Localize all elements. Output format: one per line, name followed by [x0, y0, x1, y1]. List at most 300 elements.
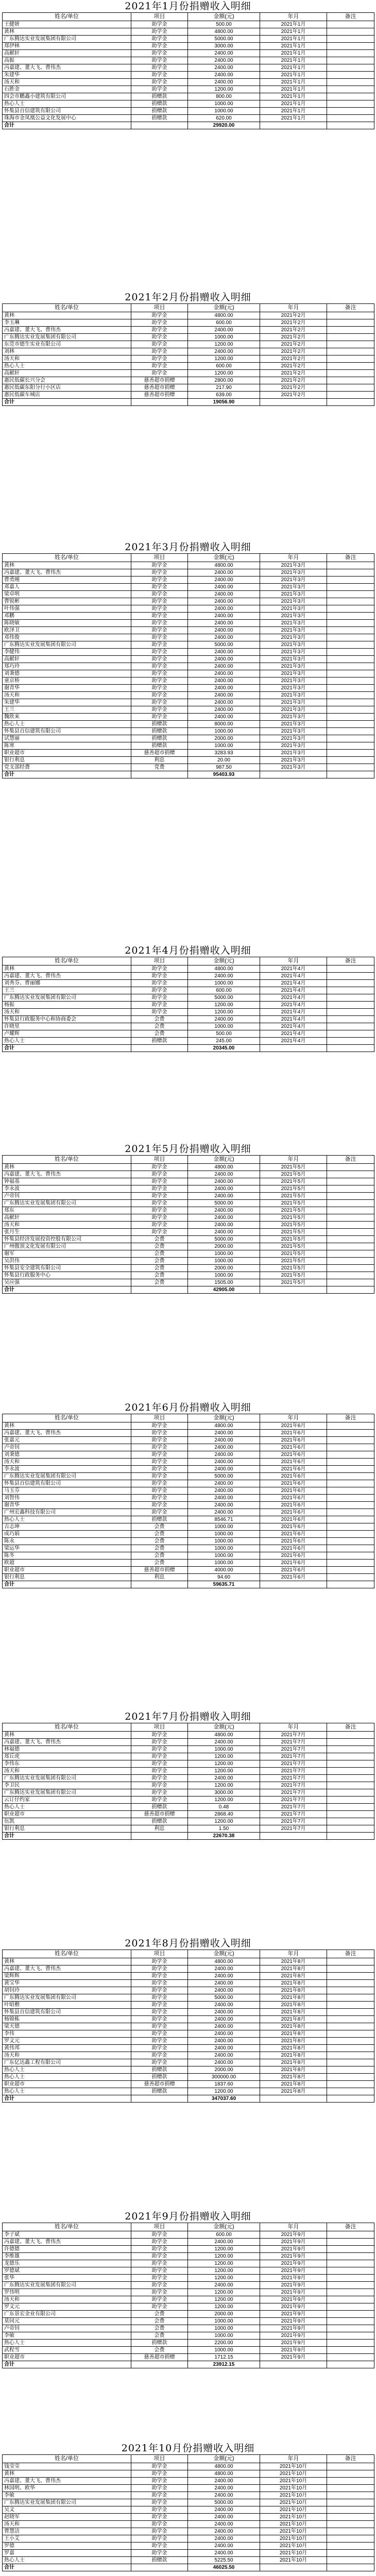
donation-note [327, 1444, 374, 1451]
donation-note [327, 1789, 374, 1797]
table-row [3, 613, 374, 620]
table-row [3, 1279, 374, 1286]
donation-amount: 2400.00 [188, 670, 260, 677]
donation-amount: 2400.00 [188, 1207, 260, 1214]
total-row [3, 2361, 374, 2368]
donor-name: 广东亿达鑫工程有限公司 [3, 2059, 131, 2066]
donor-name: 惠民低碳长兴分会 [3, 377, 131, 384]
table-row [3, 1473, 374, 1480]
table-row [3, 649, 374, 656]
donation-item: 助学金 [131, 28, 188, 36]
total-month-cell [260, 1833, 327, 1840]
donor-name: 李永波 [3, 1185, 131, 1193]
table-row [3, 764, 374, 771]
donor-name: 广州宏鑫科技有限公司 [3, 1509, 131, 1516]
header-amount: 金额(元) [188, 2455, 260, 2463]
total-note-cell [327, 1833, 374, 1840]
table-row [3, 43, 374, 50]
donor-name: 黄宝华 [3, 1980, 131, 1987]
donation-month: 2021年9月 [260, 2260, 327, 2267]
donation-month: 2021年5月 [260, 1229, 327, 1236]
table-row [3, 1229, 374, 1236]
donor-name: 刘秀芬、曹丽娜 [3, 980, 131, 987]
donor-name: 陈永 [3, 1538, 131, 1545]
donation-amount: 2400.00 [188, 2030, 260, 2038]
donor-name: 怀集县行政服务中心和协商委会 [3, 1016, 131, 1023]
donation-amount: 1200.00 [188, 1782, 260, 1789]
donation-item: 助学金 [131, 2478, 188, 2485]
table-row [3, 50, 374, 57]
donation-month: 2021年3月 [260, 598, 327, 605]
donation-amount: 2400.00 [188, 656, 260, 663]
donation-amount: 2400.00 [188, 2550, 260, 2557]
donation-amount: 5000.00 [188, 641, 260, 649]
donor-name: 邓嘉人 [3, 584, 131, 591]
donation-amount: 2400.00 [188, 1965, 260, 1973]
donation-month: 2021年10月 [260, 2550, 327, 2557]
donation-note [327, 1207, 374, 1214]
donor-name: 卢帝钊 [3, 1193, 131, 1200]
donation-item: 助学金 [131, 620, 188, 627]
donation-amount: 2400.00 [188, 1509, 260, 1516]
donation-item: 助学金 [131, 2023, 188, 2030]
donation-note [327, 72, 374, 79]
donor-name: 石胜金 [3, 86, 131, 93]
month-section [0, 2210, 376, 2368]
section-title: 2021年5月份捐赠收入明细 [125, 1143, 251, 1155]
donation-item: 助学金 [131, 569, 188, 577]
donation-month: 2021年7月 [260, 1825, 327, 1833]
donor-name: 李维雄 [3, 2253, 131, 2260]
total-label: 合计 [3, 1286, 131, 1294]
donation-item: 助学金 [131, 1739, 188, 1746]
donor-name: 珠海市金凤凰公益文化发展中心 [3, 115, 131, 122]
donation-month: 2021年6月 [260, 1538, 327, 1545]
donor-name: 罗嘉 [3, 2550, 131, 2557]
donation-note [327, 1495, 374, 1502]
table-row [3, 1538, 374, 1545]
total-label: 合计 [3, 1581, 131, 1588]
donation-note [327, 1980, 374, 1987]
donation-amount: 2000.00 [188, 1265, 260, 1272]
donation-amount: 1000.00 [188, 742, 260, 750]
header-month: 年月 [260, 1723, 327, 1732]
donation-note [327, 1753, 374, 1760]
donation-amount: 2000.00 [188, 735, 260, 742]
table-row [3, 2521, 374, 2528]
donor-name: 广东腾达实业发展集团有限公司 [3, 1994, 131, 2002]
donation-note [327, 1473, 374, 1480]
table-row [3, 1200, 374, 1207]
table-row [3, 108, 374, 115]
donation-note [327, 2311, 374, 2318]
donation-amount: 2400.00 [188, 1444, 260, 1451]
donor-name: 罗文元 [3, 2303, 131, 2311]
donation-month: 2021年2月 [260, 312, 327, 319]
donation-item: 助学金 [131, 714, 188, 721]
donation-item: 利息 [131, 1825, 188, 1833]
donation-table [2, 2454, 374, 2571]
donation-item: 助学金 [131, 692, 188, 699]
donation-month: 2021年10月 [260, 2499, 327, 2506]
donor-name: 郑巧玲 [3, 663, 131, 670]
donation-item: 捐赠款 [131, 721, 188, 728]
table-row [3, 2088, 374, 2095]
donor-name: 怀集县经济发展投资控股有限公司 [3, 1236, 131, 1243]
donation-amount: 2400.00 [188, 327, 260, 334]
table-row [3, 1804, 374, 1811]
donation-amount: 2400.00 [188, 706, 260, 714]
donation-amount: 245.00 [188, 1038, 260, 1045]
donation-note [327, 1811, 374, 1818]
donation-item: 助学金 [131, 1002, 188, 1009]
donation-note [327, 2296, 374, 2303]
donation-month: 2021年8月 [260, 2059, 327, 2066]
table-row [3, 2059, 374, 2066]
donation-item: 捐赠款 [131, 93, 188, 100]
table-row [3, 2296, 374, 2303]
donation-note [327, 1746, 374, 1753]
table-row [3, 699, 374, 706]
donation-note [327, 757, 374, 764]
donation-note [327, 2485, 374, 2492]
donor-name: 广东景宏金业有限公司 [3, 2311, 131, 2318]
donor-name: 广东腾达实业发展集团有限公司 [3, 1200, 131, 1207]
donation-amount: 2400.00 [188, 692, 260, 699]
donation-note [327, 319, 374, 327]
donation-item: 助学金 [131, 994, 188, 1002]
total-row [3, 399, 374, 406]
table-row [3, 692, 374, 699]
table-row [3, 1552, 374, 1560]
donation-item: 会费 [131, 1016, 188, 1023]
table-row [3, 2463, 374, 2470]
donation-item: 会费 [131, 1538, 188, 1545]
donation-note [327, 965, 374, 973]
donation-note [327, 43, 374, 50]
total-row [3, 2564, 374, 2571]
table-row [3, 1422, 374, 1430]
donation-item: 捐赠款 [131, 2066, 188, 2074]
donor-name: 广东腾达实业发展集团有限公司 [3, 1789, 131, 1797]
header-amount: 金额(元) [188, 13, 260, 21]
donation-note [327, 1552, 374, 1560]
section-title: 2021年8月份捐赠收入明细 [125, 1938, 251, 1949]
donation-month: 2021年6月 [260, 1545, 327, 1552]
donor-name: 李健伟 [3, 649, 131, 656]
donation-note [327, 79, 374, 86]
donation-amount: 2400.00 [188, 1980, 260, 1987]
donation-amount: 1000.00 [188, 1272, 260, 1279]
donation-note [327, 1567, 374, 1574]
donation-month: 2021年6月 [260, 1480, 327, 1487]
donation-note [327, 93, 374, 100]
table-row [3, 634, 374, 641]
donor-name: 陈冬 [3, 1552, 131, 1560]
table-row [3, 2081, 374, 2088]
donation-item: 助学金 [131, 1782, 188, 1789]
donation-amount: 2200.00 [188, 2340, 260, 2347]
donation-amount: 1200.00 [188, 2275, 260, 2282]
header-month: 年月 [260, 1414, 327, 1422]
total-row [3, 1286, 374, 1294]
section-title: 2021年3月份捐赠收入明细 [125, 541, 251, 553]
donation-item: 助学金 [131, 2231, 188, 2239]
donor-name: 汤天和 [3, 2296, 131, 2303]
table-row [3, 1746, 374, 1753]
donation-item: 助学金 [131, 1768, 188, 1775]
table-row [3, 2325, 374, 2332]
donation-amount: 1000.00 [188, 1523, 260, 1531]
total-item-cell [131, 2361, 188, 2368]
donation-item: 会费 [131, 2347, 188, 2354]
donation-month: 2021年1月 [260, 115, 327, 122]
donation-item: 助学金 [131, 2016, 188, 2023]
header-item: 项目 [131, 1950, 188, 1958]
donor-name: 热心人士 [3, 2340, 131, 2347]
donation-month: 2021年3月 [260, 685, 327, 692]
donation-month: 2021年5月 [260, 1250, 327, 1258]
donation-amount: 1000.00 [188, 2347, 260, 2354]
donation-month: 2021年5月 [260, 1207, 327, 1214]
donation-item: 慈善超市捐赠 [131, 384, 188, 392]
donation-item: 助学金 [131, 21, 188, 28]
donor-name: 梁辉辉 [3, 1973, 131, 1980]
table-row [3, 1811, 374, 1818]
donation-month: 2021年1月 [260, 57, 327, 64]
donation-item: 助学金 [131, 2463, 188, 2470]
donation-month: 2021年3月 [260, 591, 327, 598]
donation-note [327, 1775, 374, 1782]
donation-month: 2021年3月 [260, 634, 327, 641]
donation-item: 助学金 [131, 699, 188, 706]
donation-note [327, 2332, 374, 2340]
donation-amount: 5000.00 [188, 36, 260, 43]
donation-month: 2021年8月 [260, 2009, 327, 2016]
donation-item: 助学金 [131, 2514, 188, 2521]
donation-note [327, 36, 374, 43]
total-label: 合计 [3, 771, 131, 778]
table-row [3, 2514, 374, 2521]
table-row [3, 1009, 374, 1016]
table-row [3, 2332, 374, 2340]
donor-name: 龙德乐 [3, 2260, 131, 2267]
donation-note [327, 2074, 374, 2081]
donation-item: 助学金 [131, 355, 188, 363]
donation-note [327, 2340, 374, 2347]
donation-note [327, 327, 374, 334]
donation-item: 利息 [131, 757, 188, 764]
total-note-cell [327, 2564, 374, 2571]
table-row [3, 384, 374, 392]
donation-month: 2021年7月 [260, 1753, 327, 1760]
table-row [3, 1768, 374, 1775]
donation-amount: 2400.00 [188, 1480, 260, 1487]
donation-amount: 2400.00 [188, 634, 260, 641]
donation-note [327, 1760, 374, 1768]
total-note-cell [327, 1045, 374, 1052]
table-row [3, 72, 374, 79]
donation-amount: 1200.00 [188, 2289, 260, 2296]
donation-month: 2021年3月 [260, 649, 327, 656]
donor-name: 黄伟邦 [3, 2045, 131, 2052]
donation-month: 2021年3月 [260, 562, 327, 569]
donation-item: 捐赠款 [131, 1516, 188, 1523]
donation-note [327, 1437, 374, 1444]
donation-item: 助学金 [131, 1466, 188, 1473]
donation-month: 2021年3月 [260, 750, 327, 757]
donor-name: 梁运华 [3, 1545, 131, 1552]
table-row [3, 1753, 374, 1760]
total-row [3, 771, 374, 778]
donation-item: 助学金 [131, 312, 188, 319]
donation-item: 助学金 [131, 1459, 188, 1466]
donation-month: 2021年1月 [260, 108, 327, 115]
donation-item: 慈善超市捐赠 [131, 1811, 188, 1818]
donation-amount: 3000.00 [188, 43, 260, 50]
total-item-cell [131, 399, 188, 406]
donation-item: 会费 [131, 1560, 188, 1567]
donation-note [327, 100, 374, 108]
donation-item: 助学金 [131, 2296, 188, 2303]
donation-month: 2021年2月 [260, 348, 327, 355]
donation-month: 2021年1月 [260, 64, 327, 72]
donation-note [327, 355, 374, 363]
donation-item: 会费 [131, 1523, 188, 1531]
donation-month: 2021年7月 [260, 1732, 327, 1739]
donation-note [327, 1229, 374, 1236]
donation-note [327, 2016, 374, 2023]
donation-month: 2021年9月 [260, 2347, 327, 2354]
donation-month: 2021年3月 [260, 627, 327, 634]
total-amount: 46025.50 [188, 2564, 260, 2571]
donation-month: 2021年3月 [260, 569, 327, 577]
donation-item: 助学金 [131, 562, 188, 569]
donation-item: 助学金 [131, 663, 188, 670]
donation-item: 捐赠款 [131, 2340, 188, 2347]
donation-note [327, 973, 374, 980]
donation-item: 助学金 [131, 1193, 188, 1200]
donation-item: 助学金 [131, 1980, 188, 1987]
donation-item: 助学金 [131, 1732, 188, 1739]
table-row [3, 1437, 374, 1444]
table-header-row [3, 2455, 374, 2463]
donation-note [327, 2239, 374, 2246]
donation-item: 助学金 [131, 2492, 188, 2499]
donation-note [327, 1739, 374, 1746]
donation-item: 助学金 [131, 980, 188, 987]
donation-month: 2021年9月 [260, 2246, 327, 2253]
donation-item: 助学金 [131, 1200, 188, 1207]
donor-name: 冯嘉建、董大飞、曹伟杰 [3, 64, 131, 72]
donation-item: 捐赠款 [131, 742, 188, 750]
donation-item: 助学金 [131, 641, 188, 649]
table-row [3, 2052, 374, 2059]
donation-note [327, 1818, 374, 1825]
donation-note [327, 2318, 374, 2325]
donation-item: 助学金 [131, 591, 188, 598]
total-amount: 22670.38 [188, 1833, 260, 1840]
donation-amount: 5225.50 [188, 2557, 260, 2564]
donor-name: 广东腾达实业发展集团有限公司 [3, 641, 131, 649]
donation-note [327, 2478, 374, 2485]
donation-amount: 2400.00 [188, 1487, 260, 1495]
donation-note [327, 1193, 374, 1200]
table-row [3, 2318, 374, 2325]
donation-note [327, 348, 374, 355]
donation-amount: 1200.00 [188, 2260, 260, 2267]
donation-item: 助学金 [131, 1422, 188, 1430]
donation-amount: 2400.00 [188, 2506, 260, 2514]
donation-month: 2021年9月 [260, 2253, 327, 2260]
donation-month: 2021年4月 [260, 987, 327, 994]
donor-name: 职业超市 [3, 750, 131, 757]
donation-note [327, 1538, 374, 1545]
donation-note [327, 2038, 374, 2045]
donation-month: 2021年3月 [260, 620, 327, 627]
donor-name: 热心人士 [3, 721, 131, 728]
donation-month: 2021年3月 [260, 605, 327, 613]
donation-note [327, 634, 374, 641]
donation-item: 助学金 [131, 2030, 188, 2038]
header-month: 年月 [260, 957, 327, 965]
donation-note [327, 2354, 374, 2361]
donor-name: 怀集县行政服务中心 [3, 1272, 131, 1279]
donation-note [327, 21, 374, 28]
donation-amount: 2400.00 [188, 1739, 260, 1746]
donation-amount: 1200.00 [188, 2088, 260, 2095]
donation-note [327, 1973, 374, 1980]
donation-note [327, 994, 374, 1002]
donation-month: 2021年3月 [260, 728, 327, 735]
donation-item: 助学金 [131, 965, 188, 973]
table-row [3, 312, 374, 319]
donation-item: 助学金 [131, 334, 188, 341]
donation-note [327, 341, 374, 348]
header-month: 年月 [260, 1950, 327, 1958]
donation-amount: 2400.00 [188, 1775, 260, 1782]
donation-note [327, 987, 374, 994]
donor-name: 李敏 [3, 2332, 131, 2340]
table-row [3, 1516, 374, 1523]
donation-month: 2021年6月 [260, 1437, 327, 1444]
header-item: 项目 [131, 2455, 188, 2463]
donation-note [327, 2260, 374, 2267]
donation-item: 助学金 [131, 2470, 188, 2478]
donation-month: 2021年3月 [260, 670, 327, 677]
donation-month: 2021年1月 [260, 28, 327, 36]
table-row [3, 627, 374, 634]
donation-amount: 2400.00 [188, 57, 260, 64]
donation-note [327, 980, 374, 987]
donation-month: 2021年2月 [260, 355, 327, 363]
donation-item: 助学金 [131, 50, 188, 57]
donation-item: 助学金 [131, 2289, 188, 2296]
donation-month: 2021年7月 [260, 1746, 327, 1753]
table-row [3, 2311, 374, 2318]
table-row [3, 569, 374, 577]
donation-month: 2021年3月 [260, 706, 327, 714]
donation-note [327, 1480, 374, 1487]
donation-table [2, 1950, 374, 2103]
donation-month: 2021年4月 [260, 1002, 327, 1009]
header-amount: 金额(元) [188, 304, 260, 312]
donor-name: 热心人士 [3, 100, 131, 108]
donation-month: 2021年3月 [260, 742, 327, 750]
donor-name: 热心人士 [3, 2074, 131, 2081]
donation-amount: 1200.00 [188, 1002, 260, 1009]
table-row [3, 1444, 374, 1451]
